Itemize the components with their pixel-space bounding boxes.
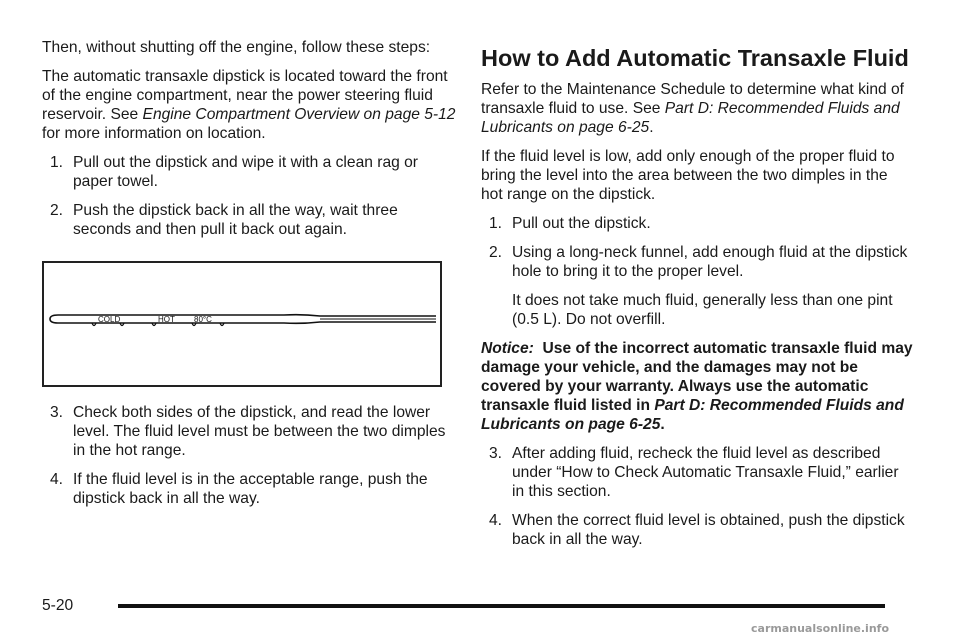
section-heading: How to Add Automatic Transaxle Fluid: [481, 45, 909, 71]
notice-block: Notice: Use of the incorrect automatic transaxle fluid may damage your vehicle, and the damages may not be covered by your warranty. Always use the automatic transaxle fluid listed in Part D: Recommended Fluids and Lubricants on page 6-25.: [481, 340, 913, 433]
step-2: 2. Push the dipstick back in all the way, wait three seconds and then pull it back out again.: [50, 202, 398, 238]
low-level-text: If the fluid level is low, add only enough of the proper fluid to bring the level into the area between the two dimples in the hot range on the dipstick.: [481, 148, 895, 203]
step-1: 1. Pull out the dipstick and wipe it with a clean rag or paper towel.: [50, 154, 418, 190]
dipstick-location-text: The automatic transaxle dipstick is located toward the front of the engine compartment, near the power steering fluid reservoir. See Engine Compartment Overview on page 5-12 for more information on location.: [42, 68, 456, 142]
dipstick-figure: [42, 261, 442, 387]
cold-label: COLD: [98, 315, 121, 324]
step-4: 4. If the fluid level is in the acceptable range, push the dipstick back in all the way.: [50, 471, 428, 507]
engine-compartment-ref: Engine Compartment Overview on page 5-12: [142, 106, 456, 123]
right-column: [481, 72, 913, 549]
recommended-fluids-ref: Part D: Recommended Fluids and Lubricants on page 6-25: [481, 100, 900, 136]
left-column: [42, 0, 457, 508]
footer-rule: [118, 604, 885, 608]
temperature-label: 80°C: [194, 315, 212, 324]
overfill-note: It does not take much fluid, generally less than one pint (0.5 L). Do not overfill.: [512, 292, 893, 328]
notice-fluids-ref: Part D: Recommended Fluids and Lubricants on page 6-25: [481, 397, 904, 433]
page-number: 5-20: [42, 597, 74, 614]
dipstick-illustration: [44, 263, 440, 385]
intro-text: Then, without shutting off the engine, follow these steps:: [42, 39, 431, 56]
add-step-3: 3. After adding fluid, recheck the fluid level as described under “How to Check Automatic Transaxle Fluid,” earlier in this section.: [489, 445, 899, 500]
add-step-1: 1. Pull out the dipstick.: [489, 215, 651, 232]
hot-label: HOT: [158, 315, 175, 324]
add-step-2: 2. Using a long-neck funnel, add enough fluid at the dipstick hole to bring it to the proper level.: [489, 244, 908, 280]
step-3: 3. Check both sides of the dipstick, and read the lower level. The fluid level must be between the two dimples in the hot range.: [50, 404, 446, 459]
watermark: carmanualsonline.info: [751, 622, 889, 635]
add-step-4: 4. When the correct fluid level is obtained, push the dipstick back in all the way.: [489, 512, 905, 548]
refer-text: Refer to the Maintenance Schedule to determine what kind of transaxle fluid to use. See Part D: Recommended Fluids and Lubricants on page 6-25.: [481, 81, 905, 136]
notice-label: Notice:: [481, 340, 534, 357]
